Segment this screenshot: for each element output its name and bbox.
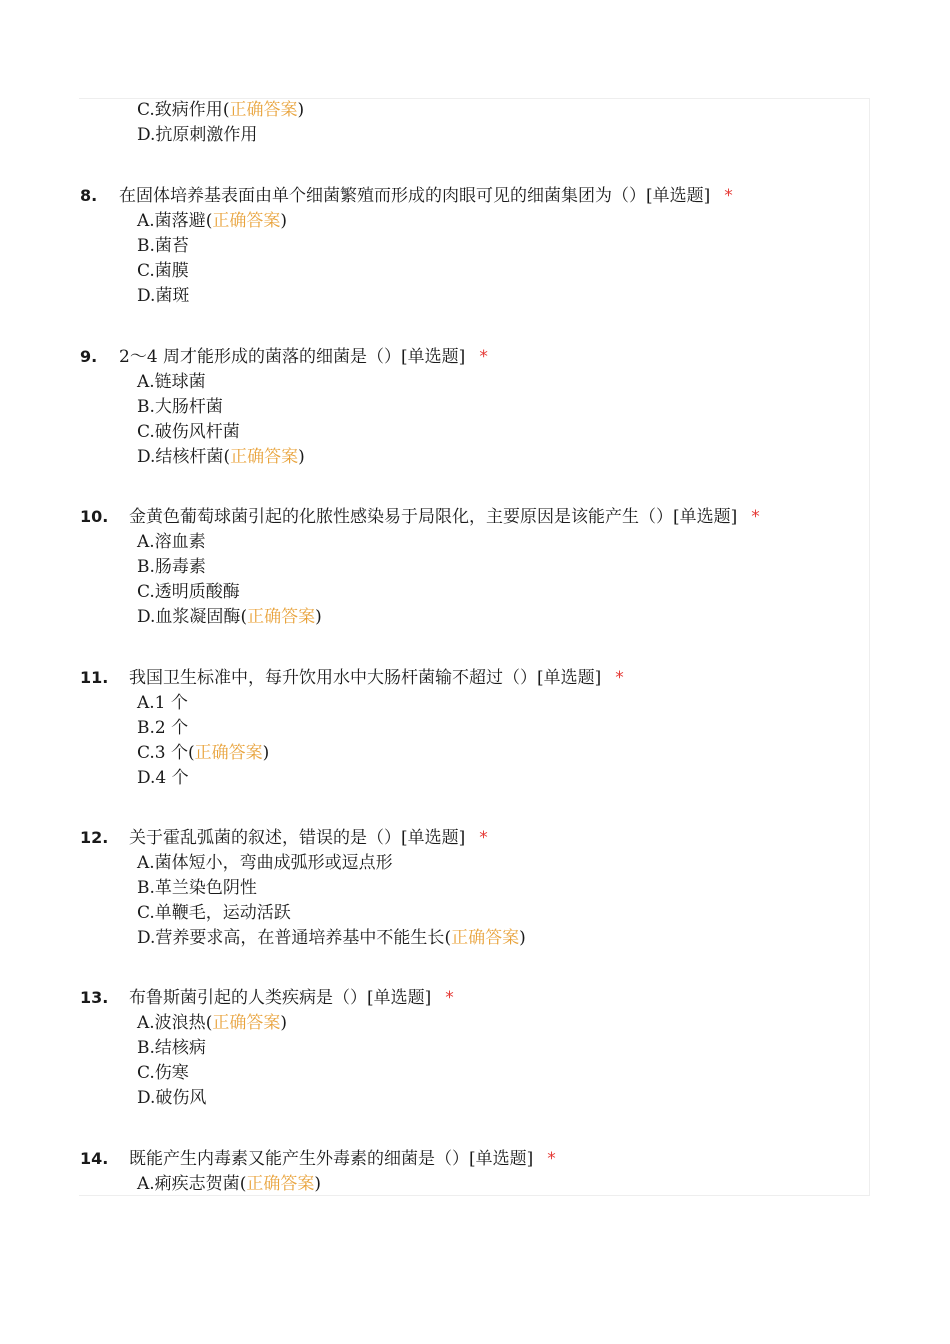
- option-text: A.波浪热: [137, 1013, 206, 1033]
- question-number: 12.: [80, 828, 109, 847]
- question-number: 10.: [80, 507, 109, 526]
- option-text: B.菌苔: [137, 236, 189, 256]
- question-number: 14.: [80, 1149, 109, 1168]
- option-text: A.链球菌: [137, 372, 206, 392]
- answer-option: [137, 397, 223, 417]
- question-text: 金黄色葡萄球菌引起的化脓性感染易于局限化，主要原因是该能产生（）[单选题]: [129, 507, 738, 527]
- answer-option: A.波浪热(正确答案): [137, 1013, 287, 1033]
- option-text: B.革兰染色阴性: [137, 878, 257, 898]
- required-star-icon: *: [724, 186, 733, 206]
- option-text: A.溶血素: [137, 532, 206, 552]
- answer-option: [137, 422, 240, 442]
- question-text: 布鲁斯菌引起的人类疾病是（）[单选题]: [129, 988, 432, 1008]
- answer-option: D.结核杆菌(正确答案): [137, 447, 305, 467]
- option-text: A.1 个: [137, 693, 188, 713]
- question-text: 既能产生内毒素又能产生外毒素的细菌是（）[单选题]: [129, 1149, 534, 1169]
- answer-option: [137, 236, 189, 256]
- option-text: A.菌落避: [137, 211, 206, 231]
- option-text: B.肠毒素: [137, 557, 206, 577]
- answer-option: [137, 261, 189, 281]
- option-text: B.大肠杆菌: [137, 397, 223, 417]
- answer-option: C.3 个(正确答案): [137, 743, 270, 763]
- answer-option: [137, 1063, 189, 1083]
- question-number: 11.: [80, 668, 109, 687]
- answer-option: [137, 718, 188, 738]
- question-text: 关于霍乱弧菌的叙述，错误的是（）[单选题]: [129, 828, 466, 848]
- question-text: 在固体培养基表面由单个细菌繁殖而形成的肉眼可见的细菌集团为（）[单选题]: [119, 186, 711, 206]
- option-text: A.菌体短小，弯曲成弧形或逗点形: [137, 853, 393, 873]
- option-text: D.血浆凝固酶: [137, 607, 241, 627]
- correct-answer-label: 正确答案: [246, 1174, 315, 1194]
- correct-answer-label: 正确答案: [212, 211, 281, 231]
- option-text: D.4 个: [137, 768, 189, 788]
- required-star-icon: *: [547, 1149, 556, 1169]
- answer-option: [137, 125, 257, 145]
- option-text: B.2 个: [137, 718, 189, 738]
- answer-option: A.痢疾志贺菌(正确答案): [137, 1174, 321, 1194]
- question-title: [80, 1149, 556, 1169]
- answer-option: [137, 903, 291, 923]
- answer-option: [137, 372, 206, 392]
- option-text: A.痢疾志贺菌: [137, 1174, 240, 1194]
- answer-option: [137, 582, 240, 602]
- question-number: 9.: [80, 347, 98, 366]
- option-text: C.破伤风杆菌: [137, 422, 240, 442]
- required-star-icon: *: [615, 668, 624, 688]
- answer-option: [137, 1088, 206, 1108]
- question-title: [80, 988, 454, 1008]
- option-text: C.3 个: [137, 743, 189, 763]
- answer-option: D.血浆凝固酶(正确答案): [137, 607, 322, 627]
- answer-option: A.菌落避(正确答案): [137, 211, 287, 231]
- required-star-icon: *: [445, 988, 454, 1008]
- question-title: [80, 507, 760, 527]
- question-title: [80, 347, 488, 367]
- answer-option: [137, 532, 206, 552]
- answer-option: [137, 693, 188, 713]
- question-text: 我国卫生标准中，每升饮用水中大肠杆菌输不超过（）[单选题]: [129, 668, 602, 688]
- option-text: D.菌斑: [137, 286, 190, 306]
- question-number: 13.: [80, 988, 109, 1007]
- option-text: D.结核杆菌: [137, 447, 224, 467]
- correct-answer-label: 正确答案: [247, 607, 316, 627]
- option-text: D.破伤风: [137, 1088, 207, 1108]
- option-text: B.结核病: [137, 1038, 206, 1058]
- option-text: C.伤寒: [137, 1063, 189, 1083]
- answer-option: C.致病作用(正确答案): [137, 100, 305, 120]
- answer-option: [137, 286, 189, 306]
- question-title: [80, 186, 733, 206]
- option-text: C.菌膜: [137, 261, 189, 281]
- correct-answer-label: 正确答案: [212, 1013, 281, 1033]
- answer-option: [137, 853, 393, 873]
- option-text: D.营养要求高，在普通培养基中不能生长: [137, 928, 445, 948]
- option-text: C.致病作用: [137, 100, 223, 120]
- question-title: [80, 668, 624, 688]
- correct-answer-label: 正确答案: [229, 100, 298, 120]
- answer-option: [137, 1038, 206, 1058]
- option-text: C.透明质酸酶: [137, 582, 240, 602]
- correct-answer-label: 正确答案: [451, 928, 520, 948]
- question-number: 8.: [80, 186, 98, 205]
- option-text: C.单鞭毛，运动活跃: [137, 903, 291, 923]
- option-text: D.抗原刺激作用: [137, 125, 258, 145]
- question-title: [80, 828, 488, 848]
- answer-option: D.营养要求高，在普通培养基中不能生长(正确答案): [137, 928, 526, 948]
- answer-option: [137, 768, 189, 788]
- required-star-icon: *: [479, 828, 488, 848]
- required-star-icon: *: [479, 347, 488, 367]
- correct-answer-label: 正确答案: [194, 743, 263, 763]
- required-star-icon: *: [751, 507, 760, 527]
- question-text: 2～4 周才能形成的菌落的细菌是（）[单选题]: [119, 347, 466, 367]
- correct-answer-label: 正确答案: [230, 447, 299, 467]
- answer-option: [137, 878, 257, 898]
- answer-option: [137, 557, 206, 577]
